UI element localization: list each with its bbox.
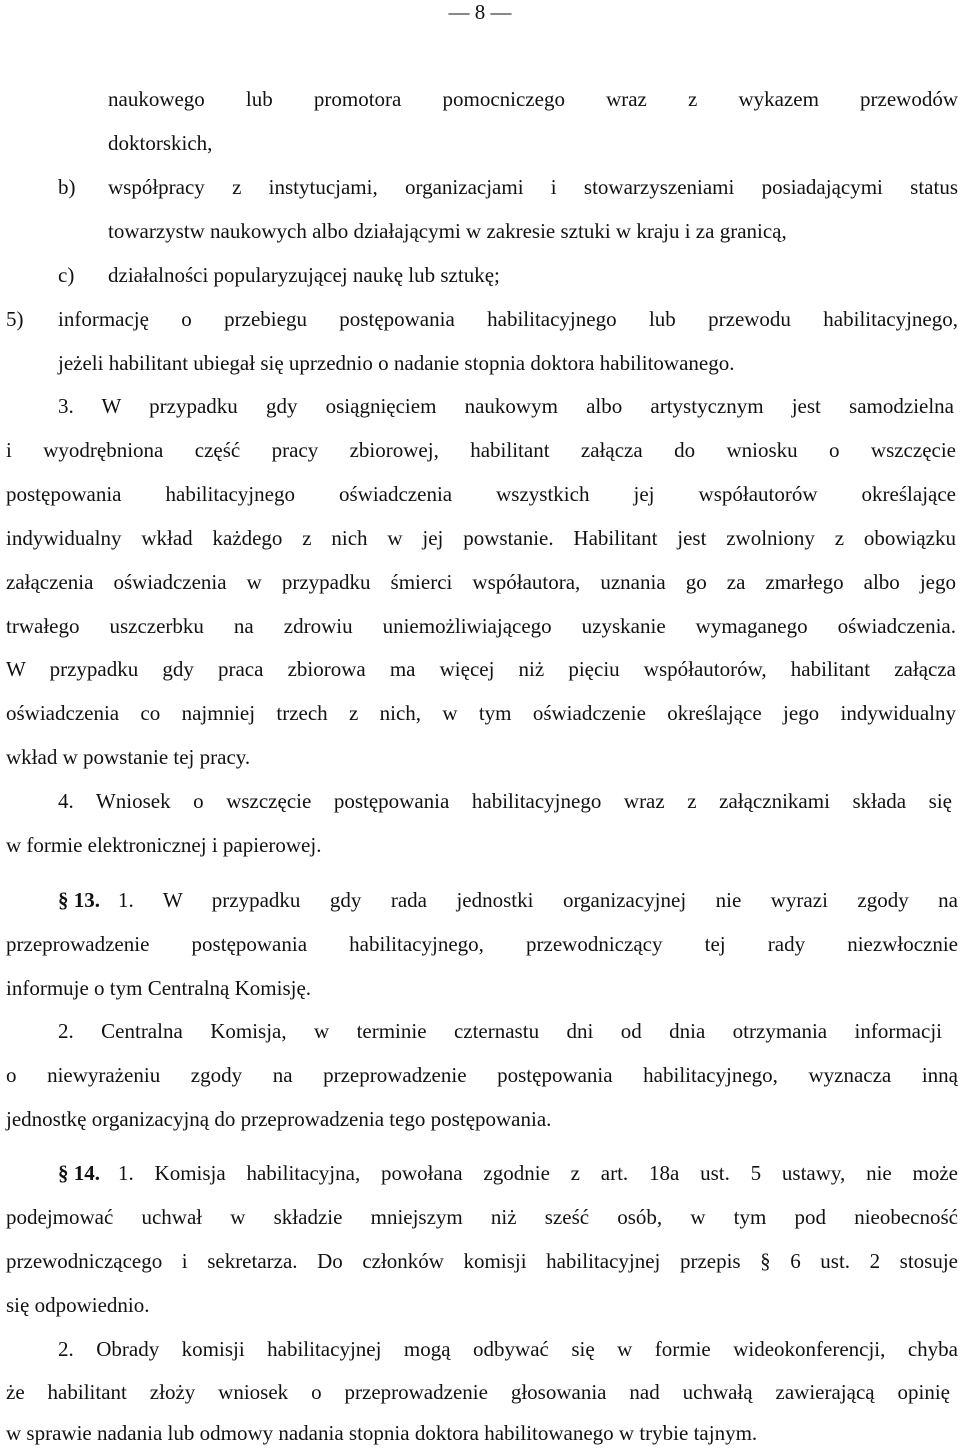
text-line: że habilitant złoży wniosek o przeprowadzenie głosowania nad uchwałą zawierającą opinię [6, 1380, 950, 1404]
text-line: w sprawie nadania lub odmowy nadania stopnia doktora habilitowanego w trybie tajnym. [6, 1421, 758, 1445]
text-line: jeżeli habilitant ubiegał się uprzednio o nadanie stopnia doktora habilitowanego. [58, 351, 735, 375]
text-line: indywidualny wkład każdego z nich w jej powstanie. Habilitant jest zwolniony z obowiązku [6, 526, 956, 550]
list-label: c) [58, 263, 75, 287]
text-line: wkład w powstanie tej pracy. [6, 745, 251, 769]
text-line: 4. Wniosek o wszczęcie postępowania habilitacyjnego wraz z załącznikami składa się [58, 789, 952, 813]
text-line: 1. Komisja habilitacyjna, powołana zgodnie z art. 18a ust. 5 ustawy, nie może [118, 1161, 958, 1185]
text-line: 2. Centralna Komisja, w terminie czternastu dni od dnia otrzymania informacji [58, 1019, 942, 1043]
text-line: 2. Obrady komisji habilitacyjnej mogą odbywać się w formie wideokonferencji, chyba [58, 1337, 958, 1361]
section-number: § 14. [58, 1161, 100, 1185]
text-line: W przypadku gdy praca zbiorowa ma więcej niż pięciu współautorów, habilitant załącza [6, 657, 956, 681]
text-line: informuje o tym Centralną Komisję. [6, 976, 312, 1000]
text-line: towarzystw naukowych albo działającymi w zakresie sztuki w kraju i za granicą, [108, 219, 787, 243]
text-line: naukowego lub promotora pomocniczego wraz z wykazem przewodów [108, 87, 958, 111]
text-line: o niewyrażeniu zgody na przeprowadzenie postępowania habilitacyjnego, wyznacza inną [6, 1063, 958, 1087]
text-line: się odpowiednio. [6, 1293, 150, 1317]
list-label: 5) [6, 307, 24, 331]
text-line: doktorskich, [108, 131, 213, 155]
list-label: b) [58, 175, 76, 199]
text-line: współpracy z instytucjami, organizacjami i stowarzyszeniami posiadającymi status [108, 175, 958, 199]
section-number: § 13. [58, 888, 100, 912]
text-line: załączenia oświadczenia w przypadku śmierci współautora, uznania go za zmarłego albo jego [6, 570, 956, 594]
text-line: przewodniczącego i sekretarza. Do członków komisji habilitacyjnej przepis § 6 ust. 2 stosuje [6, 1249, 958, 1273]
text-line: 1. W przypadku gdy rada jednostki organizacyjnej nie wyrazi zgody na [118, 888, 958, 912]
text-line: działalności popularyzującej naukę lub sztukę; [108, 263, 500, 287]
text-line: 3. W przypadku gdy osiągnięciem naukowym albo artystycznym jest samodzielna [58, 394, 954, 418]
text-line: podejmować uchwał w składzie mniejszym niż sześć osób, w tym pod nieobecność [6, 1205, 958, 1229]
text-line: i wyodrębniona część pracy zbiorowej, habilitant załącza do wniosku o wszczęcie [6, 438, 956, 462]
text-line: przeprowadzenie postępowania habilitacyjnego, przewodniczący tej rady niezwłocznie [6, 932, 958, 956]
text-line: informację o przebiegu postępowania habilitacyjnego lub przewodu habilitacyjnego, [58, 307, 958, 331]
text-line: oświadczenia co najmniej trzech z nich, w tym oświadczenie określające jego indywidualny [6, 701, 956, 725]
page-number: — 8 — [448, 0, 512, 24]
text-line: jednostkę organizacyjną do przeprowadzenia tego postępowania. [6, 1107, 552, 1131]
text-line: postępowania habilitacyjnego oświadczenia wszystkich jej współautorów określające [6, 482, 956, 506]
text-line: trwałego uszczerbku na zdrowiu uniemożliwiającego uzyskanie wymaganego oświadczenia. [6, 614, 956, 638]
text-line: w formie elektronicznej i papierowej. [6, 833, 322, 857]
